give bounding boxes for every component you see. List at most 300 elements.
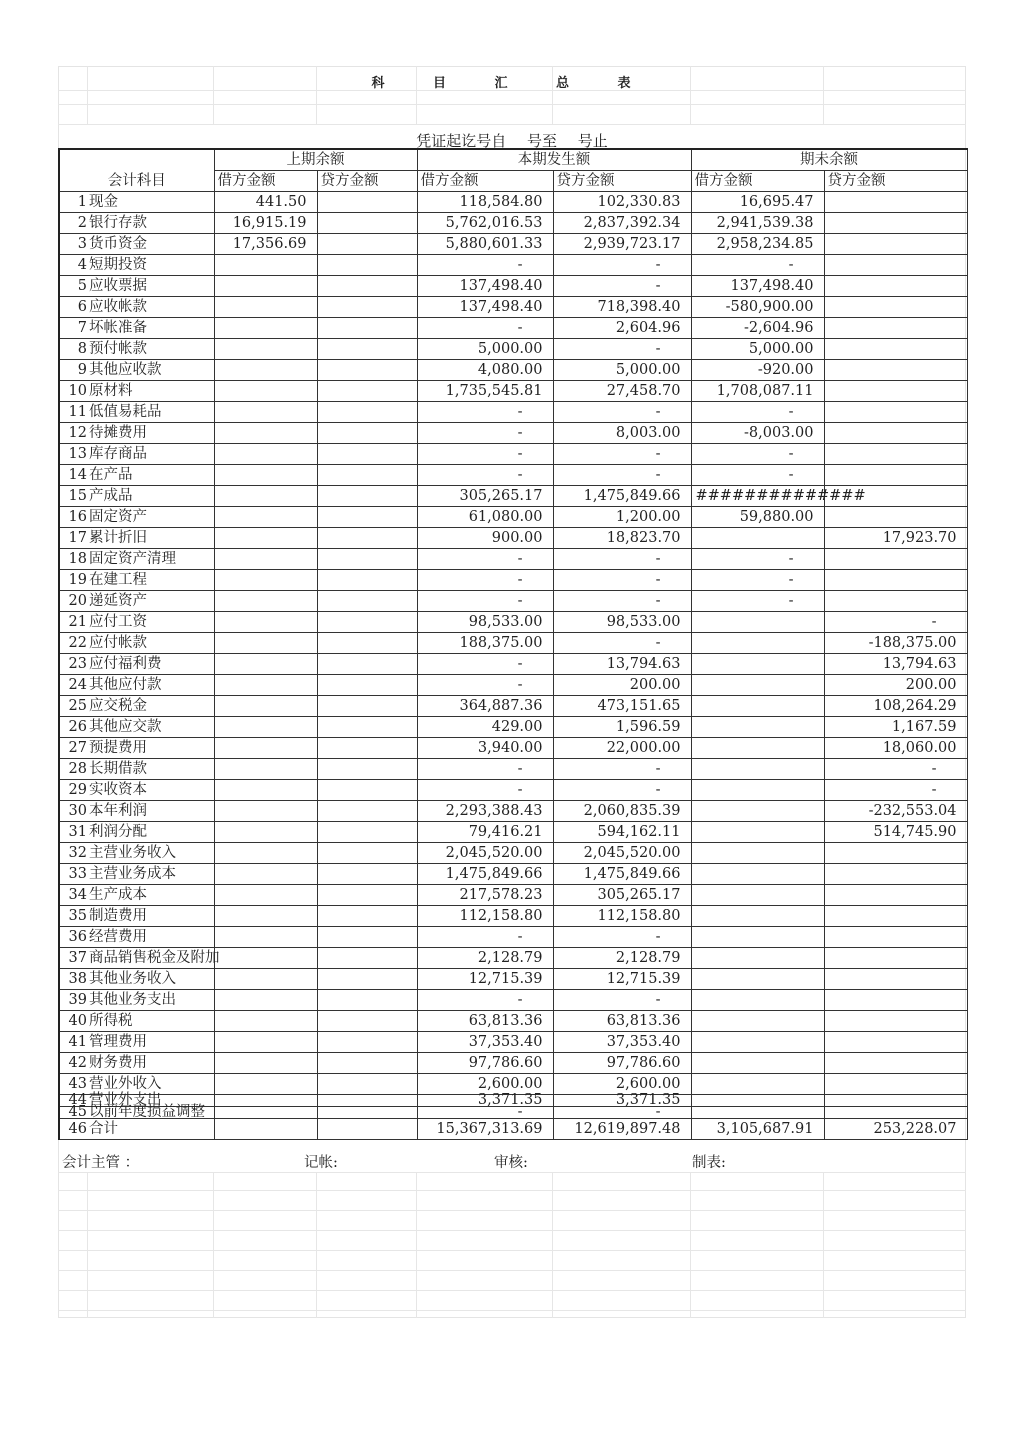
row-number: 13 xyxy=(59,444,88,465)
curr-credit-cell: 2,045,520.00 xyxy=(553,843,691,864)
curr-credit-cell: 13,794.63 xyxy=(553,654,691,675)
table-row xyxy=(59,339,967,360)
signature-footer xyxy=(58,1151,966,1173)
table-row xyxy=(59,612,967,633)
table-row xyxy=(59,213,967,234)
prev-credit-cell xyxy=(317,528,417,549)
table-row xyxy=(59,906,967,927)
curr-debit-cell: 79,416.21 xyxy=(417,822,553,843)
account-name: 本年利润 xyxy=(88,801,214,822)
row-number: 30 xyxy=(59,801,88,822)
prev-credit-cell xyxy=(317,801,417,822)
account-name: 商品销售税金及附加 xyxy=(88,948,214,969)
prev-debit-cell xyxy=(214,696,317,717)
row-number: 36 xyxy=(59,927,88,948)
table-row xyxy=(59,1107,967,1119)
prev-credit-cell xyxy=(317,1053,417,1074)
prev-credit-cell xyxy=(317,444,417,465)
end-debit-cell: - xyxy=(691,570,824,591)
curr-debit-cell: 112,158.80 xyxy=(417,906,553,927)
end-debit-cell: - xyxy=(691,255,824,276)
account-name: 其他应收款 xyxy=(88,360,214,381)
account-name: 预提费用 xyxy=(88,738,214,759)
row-number: 4 xyxy=(59,255,88,276)
end-credit-cell: 253,228.07 xyxy=(824,1119,967,1140)
row-number: 37 xyxy=(59,948,88,969)
end-debit-cell xyxy=(691,801,824,822)
account-name: 所得税 xyxy=(88,1011,214,1032)
curr-credit-cell: 2,600.00 xyxy=(553,1074,691,1095)
prev-credit-cell xyxy=(317,927,417,948)
end-debit-cell xyxy=(691,885,824,906)
account-name: 坏帐准备 xyxy=(88,318,214,339)
curr-debit-cell: - xyxy=(417,654,553,675)
table-row xyxy=(59,780,967,801)
curr-debit-cell: - xyxy=(417,675,553,696)
end-debit-cell xyxy=(691,612,824,633)
account-name: 在建工程 xyxy=(88,570,214,591)
prev-credit-cell xyxy=(317,1032,417,1053)
curr-credit-cell: - xyxy=(553,465,691,486)
curr-debit-header: 借方金额 xyxy=(417,171,553,192)
end-debit-cell xyxy=(691,1011,824,1032)
curr-credit-cell: 27,458.70 xyxy=(553,381,691,402)
end-debit-cell xyxy=(691,1095,824,1107)
end-credit-cell xyxy=(824,402,967,423)
row-number: 2 xyxy=(59,213,88,234)
table-row xyxy=(59,885,967,906)
curr-credit-cell: 1,475,849.66 xyxy=(553,864,691,885)
end-credit-cell xyxy=(824,591,967,612)
curr-debit-cell: 137,498.40 xyxy=(417,297,553,318)
account-name: 长期借款 xyxy=(88,759,214,780)
curr-debit-cell: - xyxy=(417,1107,553,1119)
end-debit-cell xyxy=(691,990,824,1011)
table-row xyxy=(59,1053,967,1074)
end-credit-cell xyxy=(824,381,967,402)
prev-debit-cell xyxy=(214,465,317,486)
curr-debit-cell: 429.00 xyxy=(417,717,553,738)
account-name: 以前年度损益调整 xyxy=(88,1107,214,1119)
row-number: 25 xyxy=(59,696,88,717)
prev-credit-cell xyxy=(317,738,417,759)
row-number: 46 xyxy=(59,1119,88,1140)
account-name: 应交税金 xyxy=(88,696,214,717)
curr-debit-cell: - xyxy=(417,423,553,444)
end-debit-cell xyxy=(691,759,824,780)
page-title: 科 目 汇 总 表 xyxy=(371,76,653,91)
end-credit-cell xyxy=(824,507,967,528)
end-debit-cell: -8,003.00 xyxy=(691,423,824,444)
curr-debit-cell: 900.00 xyxy=(417,528,553,549)
account-name: 低值易耗品 xyxy=(88,402,214,423)
total-row xyxy=(59,1119,967,1140)
prev-credit-cell xyxy=(317,1095,417,1107)
account-name: 制造费用 xyxy=(88,906,214,927)
end-credit-cell xyxy=(824,318,967,339)
account-header: 会计科目 xyxy=(59,171,214,192)
table-row xyxy=(59,423,967,444)
curr-credit-cell: 1,596.59 xyxy=(553,717,691,738)
curr-debit-cell: 3,940.00 xyxy=(417,738,553,759)
prev-credit-cell xyxy=(317,654,417,675)
account-name: 应收帐款 xyxy=(88,297,214,318)
account-name: 财务费用 xyxy=(88,1053,214,1074)
end-debit-cell xyxy=(691,528,824,549)
prev-debit-cell xyxy=(214,1107,317,1119)
curr-debit-cell: 97,786.60 xyxy=(417,1053,553,1074)
end-credit-cell: -232,553.04 xyxy=(824,801,967,822)
end-debit-cell: -920.00 xyxy=(691,360,824,381)
prev-debit-cell xyxy=(214,276,317,297)
curr-debit-cell: 1,475,849.66 xyxy=(417,864,553,885)
end-debit-cell xyxy=(691,654,824,675)
curr-debit-cell: 5,762,016.53 xyxy=(417,213,553,234)
row-number: 15 xyxy=(59,486,88,507)
row-number: 38 xyxy=(59,969,88,990)
prev-credit-cell xyxy=(317,780,417,801)
curr-credit-cell: 2,060,835.39 xyxy=(553,801,691,822)
prev-debit-cell xyxy=(214,486,317,507)
prev-credit-cell xyxy=(317,276,417,297)
curr-credit-cell: 1,475,849.66 xyxy=(553,486,691,507)
end-debit-cell xyxy=(691,822,824,843)
table-row xyxy=(59,1011,967,1032)
prev-credit-cell xyxy=(317,591,417,612)
end-debit-cell xyxy=(691,864,824,885)
account-name: 短期投资 xyxy=(88,255,214,276)
curr-debit-cell: 63,813.36 xyxy=(417,1011,553,1032)
prev-credit-cell xyxy=(317,1107,417,1119)
prev-credit-cell xyxy=(317,822,417,843)
prev-debit-cell xyxy=(214,297,317,318)
end-debit-cell: 2,958,234.85 xyxy=(691,234,824,255)
account-name: 库存商品 xyxy=(88,444,214,465)
prev-debit-cell xyxy=(214,1074,317,1095)
account-name: 营业外收入 xyxy=(88,1074,214,1095)
table-row xyxy=(59,255,967,276)
row-number: 45 xyxy=(59,1107,88,1119)
curr-debit-cell: - xyxy=(417,570,553,591)
table-row xyxy=(59,675,967,696)
bookkeeper-label: 记帐: xyxy=(304,1155,338,1171)
account-name: 在产品 xyxy=(88,465,214,486)
row-number: 24 xyxy=(59,675,88,696)
prev-debit-cell xyxy=(214,1119,317,1140)
table-row xyxy=(59,549,967,570)
curr-debit-cell: - xyxy=(417,591,553,612)
curr-debit-cell: 1,735,545.81 xyxy=(417,381,553,402)
row-number: 21 xyxy=(59,612,88,633)
prev-debit-cell xyxy=(214,654,317,675)
header-row-1 xyxy=(59,149,967,171)
account-name: 应付福利费 xyxy=(88,654,214,675)
curr-credit-cell: 718,398.40 xyxy=(553,297,691,318)
account-name: 应收票据 xyxy=(88,276,214,297)
prev-credit-cell xyxy=(317,507,417,528)
end-credit-cell xyxy=(824,192,967,213)
curr-credit-cell: 2,128.79 xyxy=(553,948,691,969)
end-credit-cell xyxy=(824,1011,967,1032)
prev-credit-cell xyxy=(317,297,417,318)
account-name: 生产成本 xyxy=(88,885,214,906)
account-name: 利润分配 xyxy=(88,822,214,843)
curr-debit-cell: 4,080.00 xyxy=(417,360,553,381)
end-credit-cell: 200.00 xyxy=(824,675,967,696)
table-row xyxy=(59,486,967,507)
table-row xyxy=(59,927,967,948)
prev-credit-cell xyxy=(317,1074,417,1095)
prev-debit-cell xyxy=(214,255,317,276)
end-credit-cell xyxy=(824,1032,967,1053)
curr-credit-cell: 3,371.35 xyxy=(553,1095,691,1107)
end-credit-cell xyxy=(824,234,967,255)
prev-credit-cell xyxy=(317,360,417,381)
curr-credit-cell: 8,003.00 xyxy=(553,423,691,444)
account-name: 应付帐款 xyxy=(88,633,214,654)
header-row-2 xyxy=(59,171,967,192)
row-number: 12 xyxy=(59,423,88,444)
table-row xyxy=(59,633,967,654)
prev-credit-cell xyxy=(317,339,417,360)
summary-table xyxy=(58,148,968,1140)
table-row xyxy=(59,654,967,675)
end-credit-cell xyxy=(824,423,967,444)
table-row xyxy=(59,969,967,990)
prev-credit-cell xyxy=(317,255,417,276)
account-name: 应付工资 xyxy=(88,612,214,633)
summary-sheet xyxy=(58,66,966,1318)
account-name: 其他业务收入 xyxy=(88,969,214,990)
table-row xyxy=(59,948,967,969)
prev-debit-cell xyxy=(214,633,317,654)
end-debit-cell xyxy=(691,1032,824,1053)
row-number: 17 xyxy=(59,528,88,549)
account-name: 其他业务支出 xyxy=(88,990,214,1011)
end-credit-cell: 18,060.00 xyxy=(824,738,967,759)
curr-debit-cell: 12,715.39 xyxy=(417,969,553,990)
curr-credit-cell: 22,000.00 xyxy=(553,738,691,759)
account-name: 其他应交款 xyxy=(88,717,214,738)
end-credit-cell xyxy=(824,339,967,360)
end-credit-cell xyxy=(824,360,967,381)
row-number: 32 xyxy=(59,843,88,864)
row-number: 10 xyxy=(59,381,88,402)
prev-debit-cell xyxy=(214,591,317,612)
table-row xyxy=(59,717,967,738)
curr-credit-cell: 5,000.00 xyxy=(553,360,691,381)
row-number: 20 xyxy=(59,591,88,612)
curr-credit-cell: 112,158.80 xyxy=(553,906,691,927)
curr-debit-cell: - xyxy=(417,402,553,423)
curr-debit-cell: 118,584.80 xyxy=(417,192,553,213)
account-name: 实收资本 xyxy=(88,780,214,801)
end-credit-cell xyxy=(824,276,967,297)
curr-credit-cell: 37,353.40 xyxy=(553,1032,691,1053)
curr-debit-cell: 217,578.23 xyxy=(417,885,553,906)
table-row xyxy=(59,234,967,255)
curr-credit-cell: - xyxy=(553,402,691,423)
end-debit-cell xyxy=(691,1053,824,1074)
end-debit-cell: 59,880.00 xyxy=(691,507,824,528)
table-row xyxy=(59,528,967,549)
table-row xyxy=(59,696,967,717)
account-name: 经营费用 xyxy=(88,927,214,948)
curr-debit-cell: 98,533.00 xyxy=(417,612,553,633)
prev-debit-cell xyxy=(214,360,317,381)
account-name: 产成品 xyxy=(88,486,214,507)
end-credit-cell: - xyxy=(824,612,967,633)
prev-debit-cell xyxy=(214,570,317,591)
prev-credit-cell xyxy=(317,843,417,864)
end-credit-cell xyxy=(824,549,967,570)
curr-credit-cell: - xyxy=(553,339,691,360)
prev-debit-cell xyxy=(214,906,317,927)
prev-debit-cell xyxy=(214,318,317,339)
prev-debit-cell xyxy=(214,843,317,864)
prev-credit-cell xyxy=(317,423,417,444)
prev-debit-cell xyxy=(214,780,317,801)
end-debit-cell xyxy=(691,843,824,864)
end-credit-cell xyxy=(824,465,967,486)
end-debit-cell: 5,000.00 xyxy=(691,339,824,360)
prev-debit-cell: 16,915.19 xyxy=(214,213,317,234)
curr-debit-cell: 5,000.00 xyxy=(417,339,553,360)
prev-credit-cell xyxy=(317,759,417,780)
curr-credit-cell: 12,715.39 xyxy=(553,969,691,990)
end-balance-header: 期未余额 xyxy=(691,149,967,171)
curr-debit-cell: 2,045,520.00 xyxy=(417,843,553,864)
end-credit-cell: -188,375.00 xyxy=(824,633,967,654)
end-credit-cell: - xyxy=(824,780,967,801)
prev-debit-cell xyxy=(214,885,317,906)
prev-credit-cell xyxy=(317,612,417,633)
table-row xyxy=(59,843,967,864)
curr-credit-cell: - xyxy=(553,276,691,297)
prev-debit-cell xyxy=(214,822,317,843)
end-credit-cell xyxy=(824,906,967,927)
table-row xyxy=(59,738,967,759)
row-number: 14 xyxy=(59,465,88,486)
end-credit-cell: 17,923.70 xyxy=(824,528,967,549)
curr-debit-cell: 2,128.79 xyxy=(417,948,553,969)
prev-debit-cell xyxy=(214,864,317,885)
prev-credit-cell xyxy=(317,465,417,486)
curr-debit-cell: - xyxy=(417,444,553,465)
reviewer-label: 审核: xyxy=(494,1155,528,1171)
row-number: 43 xyxy=(59,1074,88,1095)
end-debit-cell xyxy=(691,927,824,948)
row-number: 23 xyxy=(59,654,88,675)
end-debit-cell: 3,105,687.91 xyxy=(691,1119,824,1140)
account-name: 待摊费用 xyxy=(88,423,214,444)
curr-debit-cell: 137,498.40 xyxy=(417,276,553,297)
end-credit-cell: 1,167.59 xyxy=(824,717,967,738)
table-row xyxy=(59,990,967,1011)
row-number: 5 xyxy=(59,276,88,297)
end-credit-cell xyxy=(824,864,967,885)
curr-credit-cell: 594,162.11 xyxy=(553,822,691,843)
end-credit-cell: 13,794.63 xyxy=(824,654,967,675)
prev-credit-cell xyxy=(317,570,417,591)
end-debit-cell: 16,695.47 xyxy=(691,192,824,213)
curr-debit-cell: - xyxy=(417,927,553,948)
end-debit-cell: -2,604.96 xyxy=(691,318,824,339)
curr-debit-cell: 3,371.35 xyxy=(417,1095,553,1107)
prev-credit-cell xyxy=(317,549,417,570)
row-number: 42 xyxy=(59,1053,88,1074)
prev-credit-header: 贷方金额 xyxy=(317,171,417,192)
prev-debit-cell: 17,356.69 xyxy=(214,234,317,255)
curr-credit-cell: - xyxy=(553,633,691,654)
prev-debit-cell xyxy=(214,1032,317,1053)
prev-credit-cell xyxy=(317,381,417,402)
account-name: 累计折旧 xyxy=(88,528,214,549)
table-row xyxy=(59,276,967,297)
end-credit-cell xyxy=(824,297,967,318)
row-number: 7 xyxy=(59,318,88,339)
end-debit-cell xyxy=(691,633,824,654)
end-debit-cell: - xyxy=(691,444,824,465)
row-number: 8 xyxy=(59,339,88,360)
row-number: 28 xyxy=(59,759,88,780)
prev-debit-cell xyxy=(214,927,317,948)
prev-debit-cell: 441.50 xyxy=(214,192,317,213)
prev-debit-cell xyxy=(214,717,317,738)
table-row xyxy=(59,570,967,591)
voucher-end-label: 号止 xyxy=(577,132,608,150)
row-number: 31 xyxy=(59,822,88,843)
end-credit-cell xyxy=(824,570,967,591)
curr-credit-cell: - xyxy=(553,255,691,276)
end-debit-cell: 2,941,539.38 xyxy=(691,213,824,234)
prev-debit-cell xyxy=(214,402,317,423)
prev-debit-cell xyxy=(214,1011,317,1032)
prev-credit-cell xyxy=(317,234,417,255)
account-name: 营业外支出 xyxy=(88,1095,214,1107)
end-debit-cell xyxy=(691,675,824,696)
account-name: 主营业务收入 xyxy=(88,843,214,864)
end-debit-cell: -580,900.00 xyxy=(691,297,824,318)
end-debit-cell: - xyxy=(691,465,824,486)
curr-debit-cell: 2,293,388.43 xyxy=(417,801,553,822)
end-credit-cell xyxy=(824,927,967,948)
table-row xyxy=(59,297,967,318)
curr-credit-cell: 2,604.96 xyxy=(553,318,691,339)
row-number: 22 xyxy=(59,633,88,654)
row-number: 18 xyxy=(59,549,88,570)
row-number: 3 xyxy=(59,234,88,255)
end-credit-cell: 514,745.90 xyxy=(824,822,967,843)
curr-credit-cell: - xyxy=(553,780,691,801)
prev-balance-header: 上期余额 xyxy=(214,149,417,171)
curr-debit-cell: - xyxy=(417,318,553,339)
row-number: 41 xyxy=(59,1032,88,1053)
end-debit-header: 借方金额 xyxy=(691,171,824,192)
row-number: 40 xyxy=(59,1011,88,1032)
voucher-to-label: 号至 xyxy=(526,132,557,150)
prev-credit-cell xyxy=(317,864,417,885)
curr-credit-cell: - xyxy=(553,990,691,1011)
account-name: 递延资产 xyxy=(88,591,214,612)
end-debit-cell xyxy=(691,696,824,717)
account-name: 现金 xyxy=(88,192,214,213)
table-row xyxy=(59,591,967,612)
prev-credit-cell xyxy=(317,213,417,234)
end-credit-cell xyxy=(824,969,967,990)
prev-credit-cell xyxy=(317,948,417,969)
curr-credit-cell: 2,837,392.34 xyxy=(553,213,691,234)
